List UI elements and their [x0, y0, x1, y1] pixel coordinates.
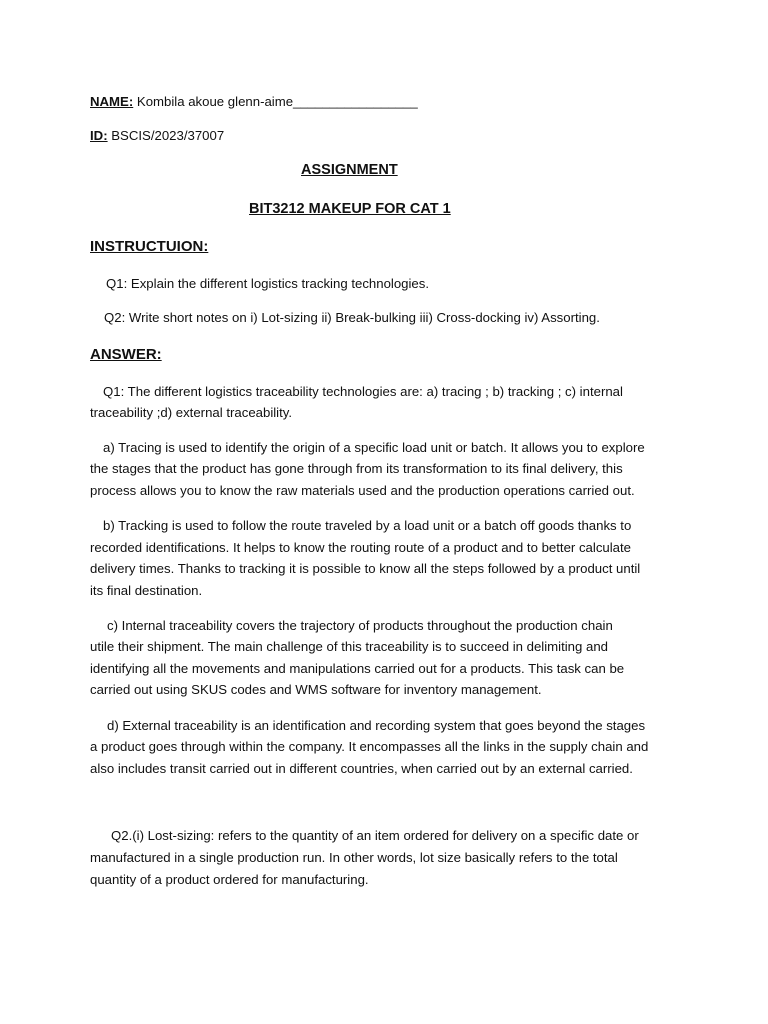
- answer-p2-line3: process allows you to know the raw materials used and the production operations carried out.: [90, 483, 635, 498]
- answer-p3-line1: b) Tracking is used to follow the route traveled by a load unit or a batch off goods thanks to: [103, 518, 632, 533]
- answer-p2-line1: a) Tracing is used to identify the origin of a specific load unit or batch. It allows you to explore: [103, 440, 645, 455]
- answer-p1-line1: Q1: The different logistics traceability technologies are: a) tracing ; b) tracking ; c) internal: [103, 384, 623, 399]
- answer-p2-line2: the stages that the product has gone through from its transformation to its final delivery, this: [90, 461, 623, 476]
- assignment-title: ASSIGNMENT: [301, 162, 398, 178]
- answer-p6-line3: quantity of a product ordered for manufacturing.: [90, 872, 369, 887]
- answer-p3-line4: its final destination.: [90, 583, 203, 598]
- answer-heading: ANSWER:: [90, 346, 162, 363]
- answer-p4-line4: carried out using SKUS codes and WMS software for inventory management.: [90, 682, 542, 697]
- id-label: ID:: [90, 128, 108, 143]
- answer-p5-line3: also includes transit carried out in different countries, when carried out by an external carried.: [90, 761, 633, 776]
- answer-p1-line2: traceability ;d) external traceability.: [90, 405, 293, 420]
- instruction-heading: INSTRUCTUION:: [90, 238, 209, 255]
- id-value: BSCIS/2023/37007: [107, 128, 225, 143]
- answer-p5-line2: a product goes through within the company. It encompasses all the links in the supply chain and: [90, 739, 649, 754]
- instruction-q1: Q1: Explain the different logistics tracking technologies.: [106, 276, 430, 291]
- answer-p4-line1: c) Internal traceability covers the trajectory of products throughout the production chain: [107, 618, 613, 633]
- instruction-q2: Q2: Write short notes on i) Lot-sizing ii) Break-bulking iii) Cross-docking iv) Assorting.: [104, 310, 600, 325]
- course-title: BIT3212 MAKEUP FOR CAT 1: [249, 201, 451, 217]
- answer-p5-line1: d) External traceability is an identification and recording system that goes beyond the stages: [107, 718, 646, 733]
- answer-p6-line1: Q2.(i) Lost-sizing: refers to the quantity of an item ordered for delivery on a specific date or: [111, 828, 639, 843]
- name-label: NAME:: [90, 94, 134, 109]
- name-value: Kombila akoue glenn-aime_________________: [133, 94, 418, 109]
- answer-p6-line2: manufactured in a single production run. In other words, lot size basically refers to the total: [90, 850, 618, 865]
- name-line: [90, 94, 418, 110]
- answer-p4-line2: utile their shipment. The main challenge of this traceability is to succeed in delimiting and: [90, 639, 609, 654]
- answer-p3-line3: delivery times. Thanks to tracking it is possible to know all the steps followed by a product until: [90, 561, 641, 576]
- answer-p4-line3: identifying all the movements and manipulations carried out for a products. This task can be: [90, 661, 625, 676]
- answer-p3-line2: recorded identifications. It helps to know the routing route of a product and to better calculate: [90, 540, 632, 555]
- id-line: [90, 128, 224, 144]
